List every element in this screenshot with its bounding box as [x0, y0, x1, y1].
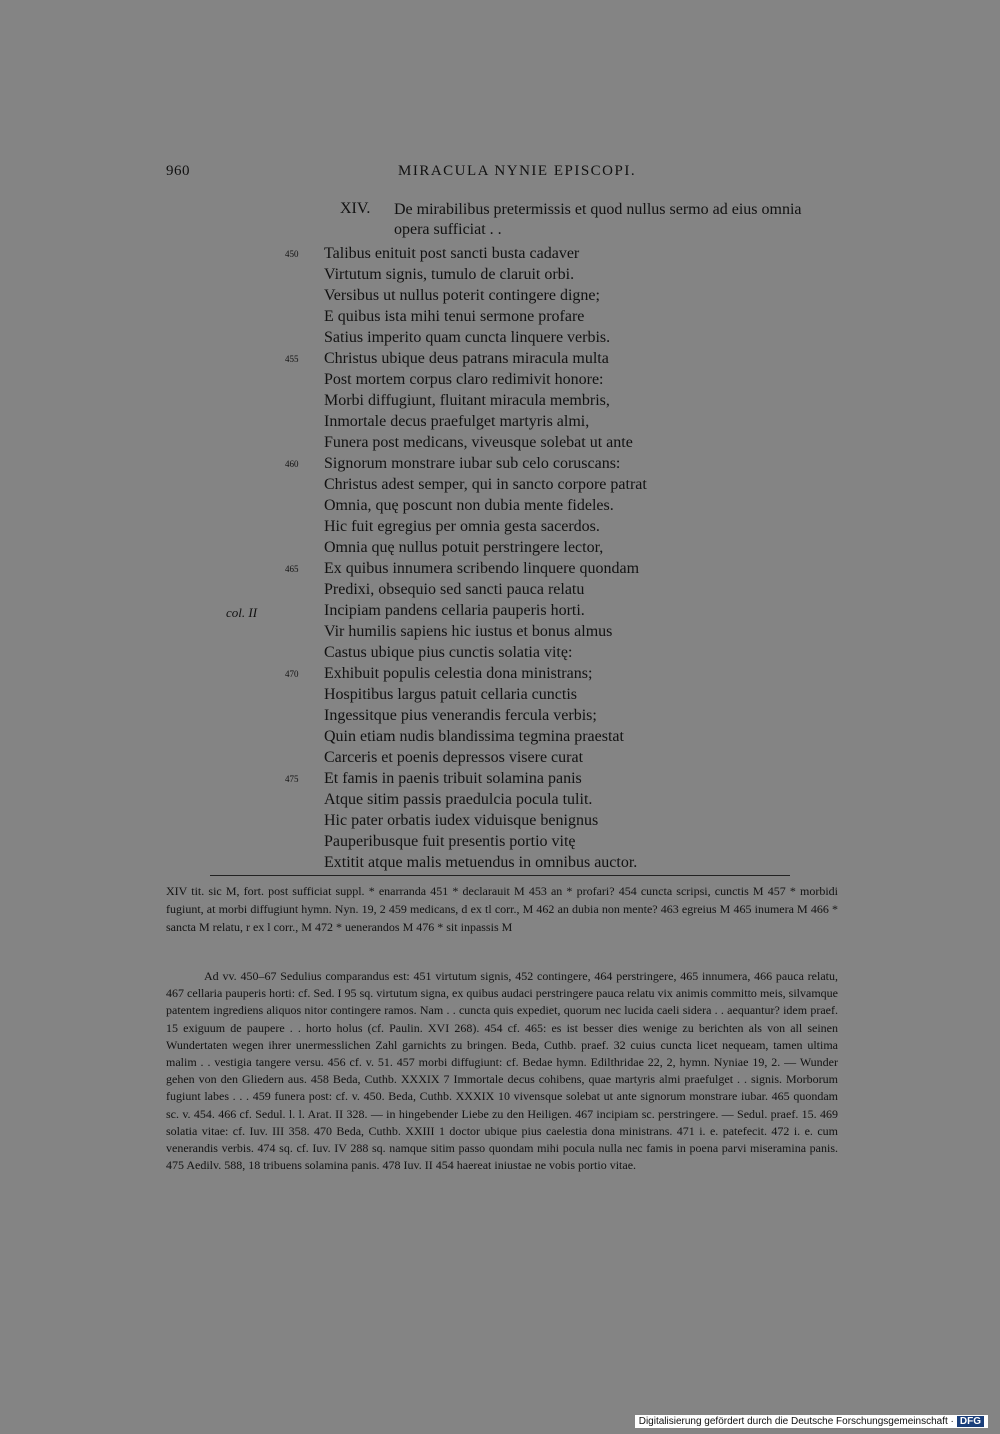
verse-line	[324, 621, 647, 642]
verse-line	[285, 453, 647, 474]
verse-text: Signorum monstrare iubar sub celo coruscans:	[324, 455, 621, 472]
verse-text: Inmortale decus praefulget martyris almi,	[324, 413, 590, 430]
verse-text: Hic pater orbatis iudex viduisque benignus	[324, 812, 599, 829]
footer-credit	[635, 1415, 988, 1428]
verse-text: Omnia, quę poscunt non dubia mente fideles.	[324, 497, 614, 514]
verse-line	[285, 558, 647, 579]
verse-text: Hospitibus largus patuit cellaria cunctis	[324, 686, 577, 703]
verse-text: Ingessitque pius venerandis fercula verbis;	[324, 707, 597, 724]
verse-text: Virtutum signis, tumulo de claruit orbi.	[324, 266, 575, 283]
verse-text: Exhibuit populis celestia dona ministrans;	[324, 665, 593, 682]
verse-line	[324, 369, 647, 390]
notes-text: Ad vv. 450–67 Sedulius comparandus est: 451 virtutum signis, 452 contingere, 464 perstringere, 465 innumera, 466 pauca relatu, 467 cellaria pauperis horti: cf. Sed. I 95 sq. virtutum signa, ex quibus audaci perstringere pauca relatu vix animis committo meis, silvamque patentem ingrediens aliquos nitor contingere ramos. Nam . . cuncta quis expediet, quorum nec lucida caeli sidera . . aequantur? idem praef. 15 exiguum de paupere . . horto holus (cf. Paulin. XVI 268). 454 cf. 465: es ist besser dies wenige zu berichten als von all seinen Wundertaten wegen ihrer unermesslichen Zahl garnichts zu bringen. Beda, Cuthb. praef. 32 cuius cuncta licet nequeam, tamen ultima malim . . vestigia tangere versu. 456 cf. v. 51. 457 morbi diffugiunt: cf. Bedae hymn. Edilthridae 22, 2, hymn. Nyniae 19, 2. — Wunder gehen von den Gliedern aus. 458 Beda, Cuthb. XXXIX 7 Immortale decus cohibens, quae martyris almi praefulget . . signis. Morborum fugiunt labes . . . 459 funera post: cf. v. 450. Beda, Cuthb. XXXIX 10 vivensque solebat ut ante signorum monstrare iubar. 465 quondam sc. v. 454. 466 cf. Sedul. l. l. Arat. II 328. — in hingebender Liebe zu den Heiligen. 467 incipiam sc. perstringere. — Sedul. praef. 15. 469 solatia vitae: cf. Iuv. III 358. 470 Beda, Cuthb. XXIII 1 doctor ubique pius caelestia dona ministrans. 471 i. e. patefecit. 472 i. e. cum venerandis verbis. 474 sq. cf. Iuv. IV 288 sq. namque sitim passo quondam mihi pocula nulla nec famis in poena parvi miseramina panis. 475 Aedilv. 588, 18 tribuens solamina panis. 478 Iuv. II 454 haereat iniustae ne vobis portio vitae.	[166, 969, 838, 1173]
verse-line	[324, 264, 647, 285]
verse-text: Christus ubique deus patrans miracula multa	[324, 350, 609, 367]
verse-line	[324, 831, 647, 852]
critical-apparatus	[166, 882, 838, 936]
verse-text: Versibus ut nullus poterit contingere digne;	[324, 287, 600, 304]
verse-line	[324, 810, 647, 831]
commentary-notes	[166, 968, 838, 1174]
verse-text: Funera post medicans, viveusque solebat ut ante	[324, 434, 633, 451]
verse-text: Vir humilis sapiens hic iustus et bonus almus	[324, 623, 613, 640]
verse-text: Hic fuit egregius per omnia gesta sacerdos.	[324, 518, 600, 535]
verse-text: Post mortem corpus claro redimivit honore:	[324, 371, 604, 388]
verse-line	[324, 579, 647, 600]
verse-line	[285, 348, 647, 369]
verse-line	[285, 663, 647, 684]
verse-line	[324, 306, 647, 327]
verse-line	[324, 726, 647, 747]
verse-line	[324, 327, 647, 348]
verse-text: Omnia quę nullus potuit perstringere lector,	[324, 539, 604, 556]
verse-text: E quibus ista mihi tenui sermone profare	[324, 308, 585, 325]
line-number: 455	[285, 354, 299, 364]
verse-text: Quin etiam nudis blandissima tegmina praestat	[324, 728, 624, 745]
verse-line	[324, 852, 647, 873]
verse-line	[324, 789, 647, 810]
verse-text: Predixi, obsequio sed sancti pauca relatu	[324, 581, 585, 598]
running-title: MIRACULA NYNIE EPISCOPI.	[398, 163, 637, 179]
verse-line	[324, 390, 647, 411]
verse-text: Atque sitim passis praedulcia pocula tulit.	[324, 791, 593, 808]
verse-line	[324, 516, 647, 537]
verse-block	[285, 243, 647, 873]
verse-line	[324, 474, 647, 495]
section-title: De mirabilibus pretermissis et quod nullus sermo ad eius omnia opera sufficiat . .	[394, 201, 802, 238]
dfg-logo: DFG	[957, 1416, 984, 1427]
verse-line	[324, 495, 647, 516]
verse-text: Carceris et poenis depressos visere curat	[324, 749, 584, 766]
apparatus-text: XIV tit. sic M, fort. post sufficiat suppl. * enarranda 451 * declarauit M 453 an * profari? 454 cuncta scripsi, cunctis M 457 * morbidi fugiunt, at morbi diffugiunt hymn. Nyn. 19, 2 459 medicans, d ex tl corr., M 462 an dubia non mente? 463 egreius M 465 inumera M 466 * sancta M relatu, r ex l corr., M 472 * uenerandos M 476 * sit inpassis M	[166, 884, 838, 934]
verse-line	[324, 684, 647, 705]
footnote-rule	[210, 875, 790, 876]
verse-text: Talibus enituit post sancti busta cadaver	[324, 245, 580, 262]
verse-line	[324, 411, 647, 432]
verse-text: Castus ubique pius cunctis solatia vitę:	[324, 644, 573, 661]
verse-text: Christus adest semper, qui in sancto corpore patrat	[324, 476, 647, 493]
verse-line	[324, 537, 647, 558]
line-number: 470	[285, 669, 299, 679]
line-number: 465	[285, 564, 299, 574]
page-number: 960	[166, 163, 190, 179]
verse-line	[324, 642, 647, 663]
verse-text: Morbi diffugiunt, fluitant miracula membris,	[324, 392, 610, 409]
verse-line	[324, 705, 647, 726]
verse-text: Et famis in paenis tribuit solamina panis	[324, 770, 582, 787]
verse-text: Extitit atque malis metuendus in omnibus auctor.	[324, 854, 638, 871]
section-number: XIV.	[340, 200, 371, 217]
verse-line	[324, 600, 647, 621]
verse-line	[285, 243, 647, 264]
verse-line	[285, 768, 647, 789]
footer-text: Digitalisierung gefördert durch die Deutsche Forschungsgemeinschaft ·	[638, 1416, 954, 1427]
verse-line	[324, 432, 647, 453]
line-number: 460	[285, 459, 299, 469]
verse-text: Pauperibusque fuit presentis portio vitę	[324, 833, 576, 850]
column-margin-note: col. II	[226, 605, 258, 620]
line-number: 450	[285, 249, 299, 259]
verse-text: Satius imperito quam cuncta linquere verbis.	[324, 329, 611, 346]
line-number: 475	[285, 774, 299, 784]
verse-text: Incipiam pandens cellaria pauperis horti.	[324, 602, 585, 619]
verse-line	[324, 747, 647, 768]
verse-line	[324, 285, 647, 306]
verse-text: Ex quibus innumera scribendo linquere quondam	[324, 560, 640, 577]
